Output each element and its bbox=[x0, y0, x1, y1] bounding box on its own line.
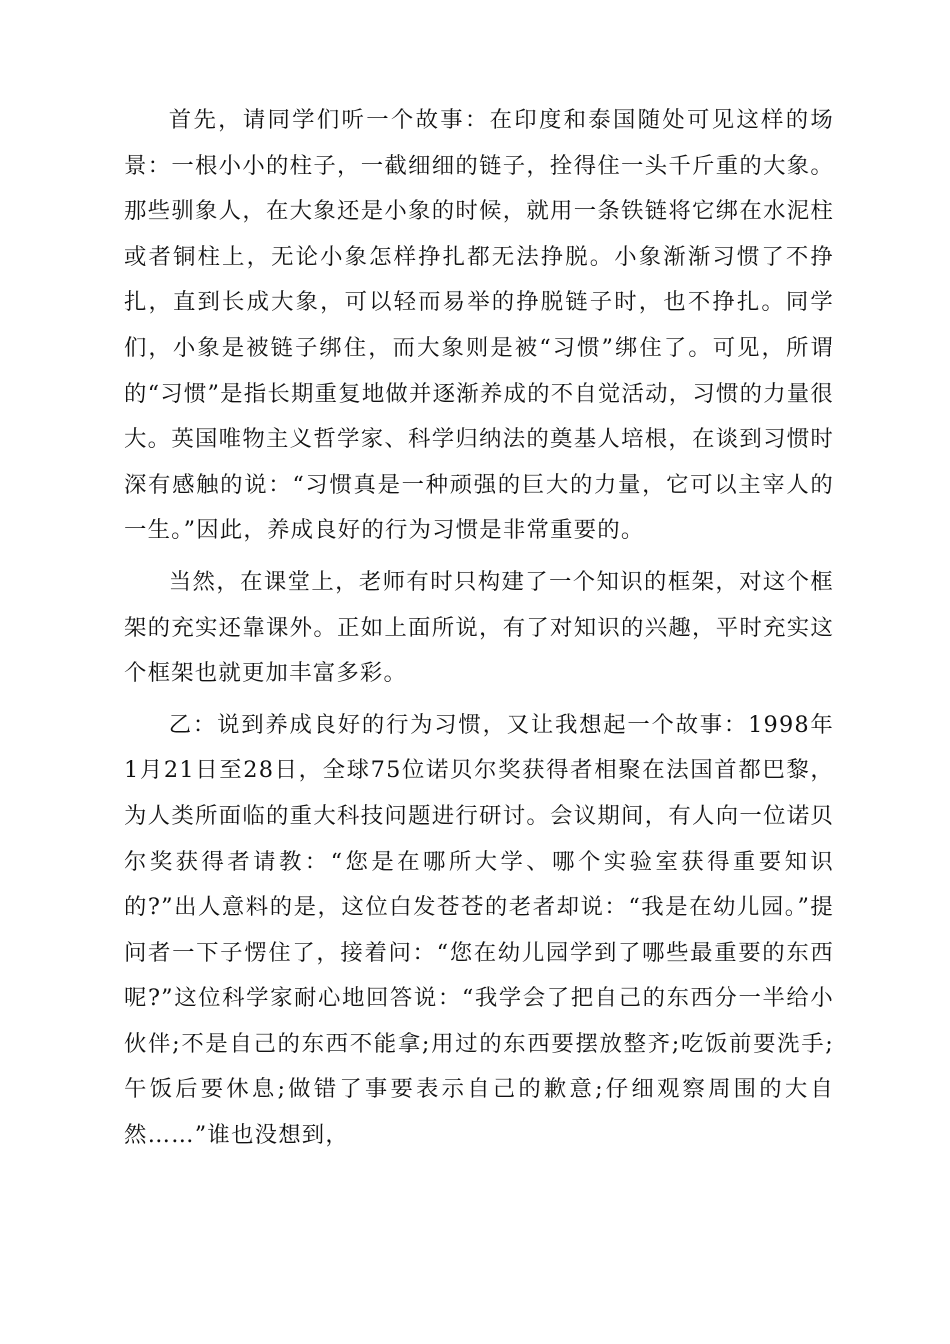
document-page bbox=[124, 98, 834, 1165]
paragraph-classroom-framework: 当然，在课堂上，老师有时只构建了一个知识的框架，对这个框架的充实还靠课外。正如上面所说，有了对知识的兴趣，平时充实这个框架也就更加丰富多彩。 bbox=[124, 568, 834, 687]
paragraph-nobel-story: 乙：说到养成良好的行为习惯，又让我想起一个故事：1998年1月21日至28日，全球75位诺贝尔奖获得者相聚在法国首都巴黎，为人类所面临的重大科技问题进行研讨。会议期间，有人向一位诺贝尔奖获得者请教：“您是在哪所大学、哪个实验室获得重要知识的?”出人意料的是，这位白发苍苍的老者却说：“我是在幼儿园。”提问者一下子愣住了，接着问：“您在幼儿园学到了哪些最重要的东西呢?”这位科学家耐心地回答说：“我学会了把自己的东西分一半给小伙伴;不是自己的东西不能拿;用过的东西要摆放整齐;吃饭前要洗手;午饭后要休息;做错了事要表示自己的歉意;仔细观察周围的大自然……”谁也没想到， bbox=[124, 711, 834, 1149]
paragraph-elephant-story: 首先，请同学们听一个故事：在印度和泰国随处可见这样的场景：一根小小的柱子，一截细细的链子，拴得住一头千斤重的大象。那些驯象人，在大象还是小象的时候，就用一条铁链将它绑在水泥柱或者铜柱上，无论小象怎样挣扎都无法挣脱。小象渐渐习惯了不挣扎，直到长成大象，可以轻而易举的挣脱链子时，也不挣扎。同学们，小象是被链子绑住，而大象则是被“习惯”绑住了。可见，所谓的“习惯”是指长期重复地做并逐渐养成的不自觉活动，习惯的力量很大。英国唯物主义哲学家、科学归纳法的奠基人培根，在谈到习惯时深有感触的说：“习惯真是一种顽强的巨大的力量，它可以主宰人的一生。”因此，养成良好的行为习惯是非常重要的。 bbox=[124, 107, 834, 544]
